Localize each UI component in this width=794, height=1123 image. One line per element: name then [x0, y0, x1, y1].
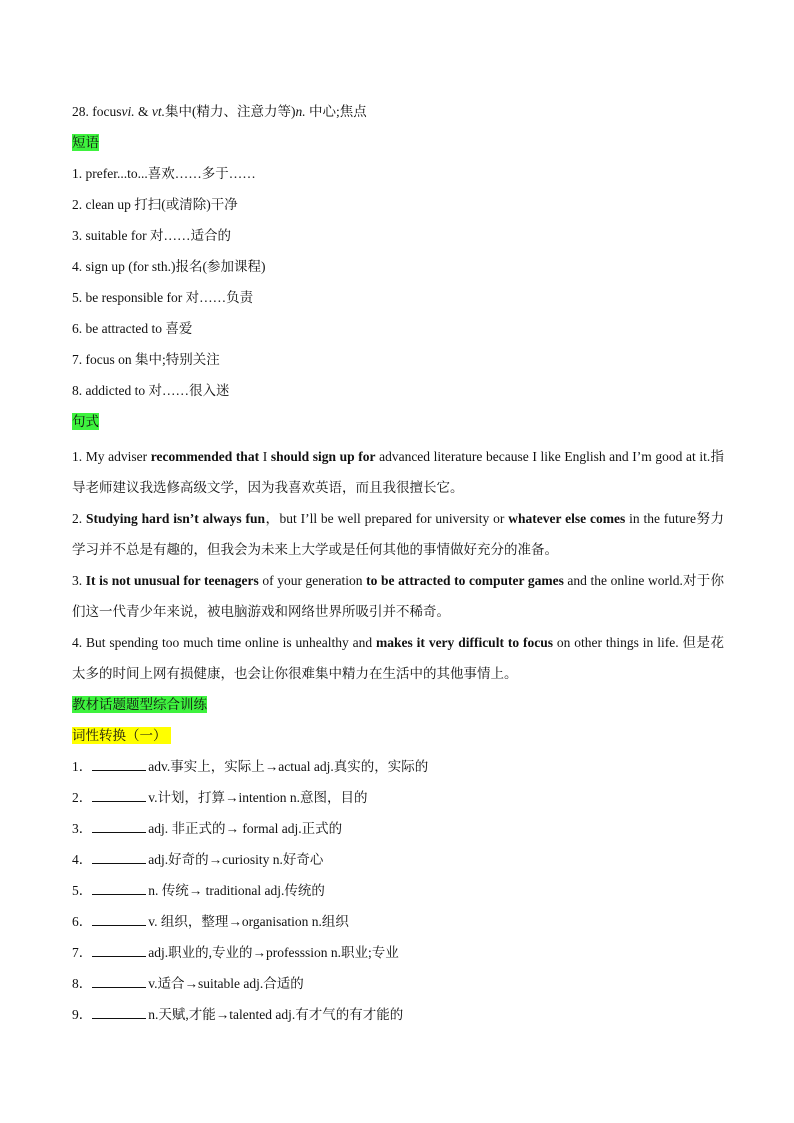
- vocab-number: 28.: [72, 104, 93, 119]
- item-text: n. 传统→ traditional adj.传统的: [148, 883, 325, 898]
- sentences-heading: 句式: [72, 414, 99, 429]
- answer-blank[interactable]: [92, 1006, 146, 1019]
- item-text: adj.职业的,专业的→professsion n.职业;专业: [148, 945, 399, 960]
- sentence-4: 4. But spending too much time online is unhealthy and makes it very difficult to focus on other things in life. 但是花太多的时间上网有损健康，也会让你很难集中精力在生活中的其他事情上。: [72, 635, 724, 681]
- answer-blank[interactable]: [92, 820, 146, 833]
- phrase-item: 5. be responsible for 对……负责: [72, 290, 254, 305]
- item-number: 9．: [72, 1007, 93, 1022]
- item-text: n.天赋,才能→talented adj.有才气的有才能的: [148, 1007, 404, 1022]
- training-item: [72, 972, 724, 995]
- vocab-pos: n.: [295, 104, 306, 119]
- item-number: 8．: [72, 976, 93, 991]
- item-number: 7．: [72, 945, 93, 960]
- training-item: [72, 941, 724, 964]
- sentence-1: 1. My adviser recommended that I should sign up for advanced literature because I like English and I’m good at it.指导老师建议我选修高级文学，因为我喜欢英语，而且我很擅长它。: [72, 449, 724, 495]
- item-text: adv.事实上，实际上→actual adj.真实的，实际的: [148, 759, 429, 774]
- phrase-item: 3. suitable for 对……适合的: [72, 228, 231, 243]
- sentence-2: 2. Studying hard isn’t always fun，but I’ll be well prepared for university or whatever else comes in the future努力学习并不总是有趣的，但我会为未来上大学或是任何其他的事情做好充分的准备。: [72, 511, 724, 557]
- training-item: [72, 817, 724, 840]
- answer-blank[interactable]: [92, 944, 146, 957]
- item-number: 4．: [72, 852, 93, 867]
- training-item: [72, 786, 724, 809]
- phrases-heading: 短语: [72, 135, 99, 150]
- item-number: 1．: [72, 759, 93, 774]
- answer-blank[interactable]: [92, 975, 146, 988]
- phrase-item: 8. addicted to 对……很入迷: [72, 383, 230, 398]
- answer-blank[interactable]: [92, 851, 146, 864]
- item-number: 3．: [72, 821, 93, 836]
- vocab-pos: vi.: [121, 104, 135, 119]
- training-item: [72, 910, 724, 933]
- sentence-3: 3. It is not unusual for teenagers of your generation to be attracted to computer games and the online world.对于你们这一代青少年来说，被电脑游戏和网络世界所吸引并不稀奇。: [72, 573, 725, 619]
- training-item: [72, 1003, 724, 1026]
- phrase-item: 2. clean up 打扫(或清除)干净: [72, 197, 238, 212]
- phrase-item: 6. be attracted to 喜爱: [72, 321, 193, 336]
- vocab-word: focus: [92, 104, 122, 119]
- answer-blank[interactable]: [92, 913, 146, 926]
- document-content: [72, 100, 724, 1034]
- answer-blank[interactable]: [92, 882, 146, 895]
- item-text: v.计划，打算→intention n.意图，目的: [148, 790, 368, 805]
- vocab-item-28: [72, 100, 724, 123]
- item-number: 6．: [72, 914, 93, 929]
- answer-blank[interactable]: [92, 789, 146, 802]
- training-item: [72, 848, 724, 871]
- training-item: [72, 879, 724, 902]
- phrase-item: 4. sign up (for sth.)报名(参加课程): [72, 259, 266, 274]
- item-number: 5．: [72, 883, 93, 898]
- training-subheading: 词性转换（一）: [72, 724, 724, 747]
- phrase-item: 7. focus on 集中;特别关注: [72, 352, 220, 367]
- training-item: [72, 755, 724, 778]
- item-number: 2．: [72, 790, 93, 805]
- vocab-meaning: 集中(精力、注意力等): [165, 104, 296, 119]
- vocab-amp: &: [134, 104, 152, 119]
- item-text: adj. 非正式的→ formal adj.正式的: [148, 821, 343, 836]
- item-text: adj.好奇的→curiosity n.好奇心: [148, 852, 324, 867]
- vocab-meaning: 中心;焦点: [305, 104, 367, 119]
- training-heading: 教材话题题型综合训练: [72, 697, 207, 712]
- training-list: [72, 755, 724, 1026]
- vocab-pos: vt.: [151, 104, 166, 119]
- answer-blank[interactable]: [92, 758, 146, 771]
- item-text: v.适合→suitable adj.合适的: [148, 976, 304, 991]
- item-text: v. 组织，整理→organisation n.组织: [148, 914, 349, 929]
- phrase-item: 1. prefer...to...喜欢……多于……: [72, 166, 256, 181]
